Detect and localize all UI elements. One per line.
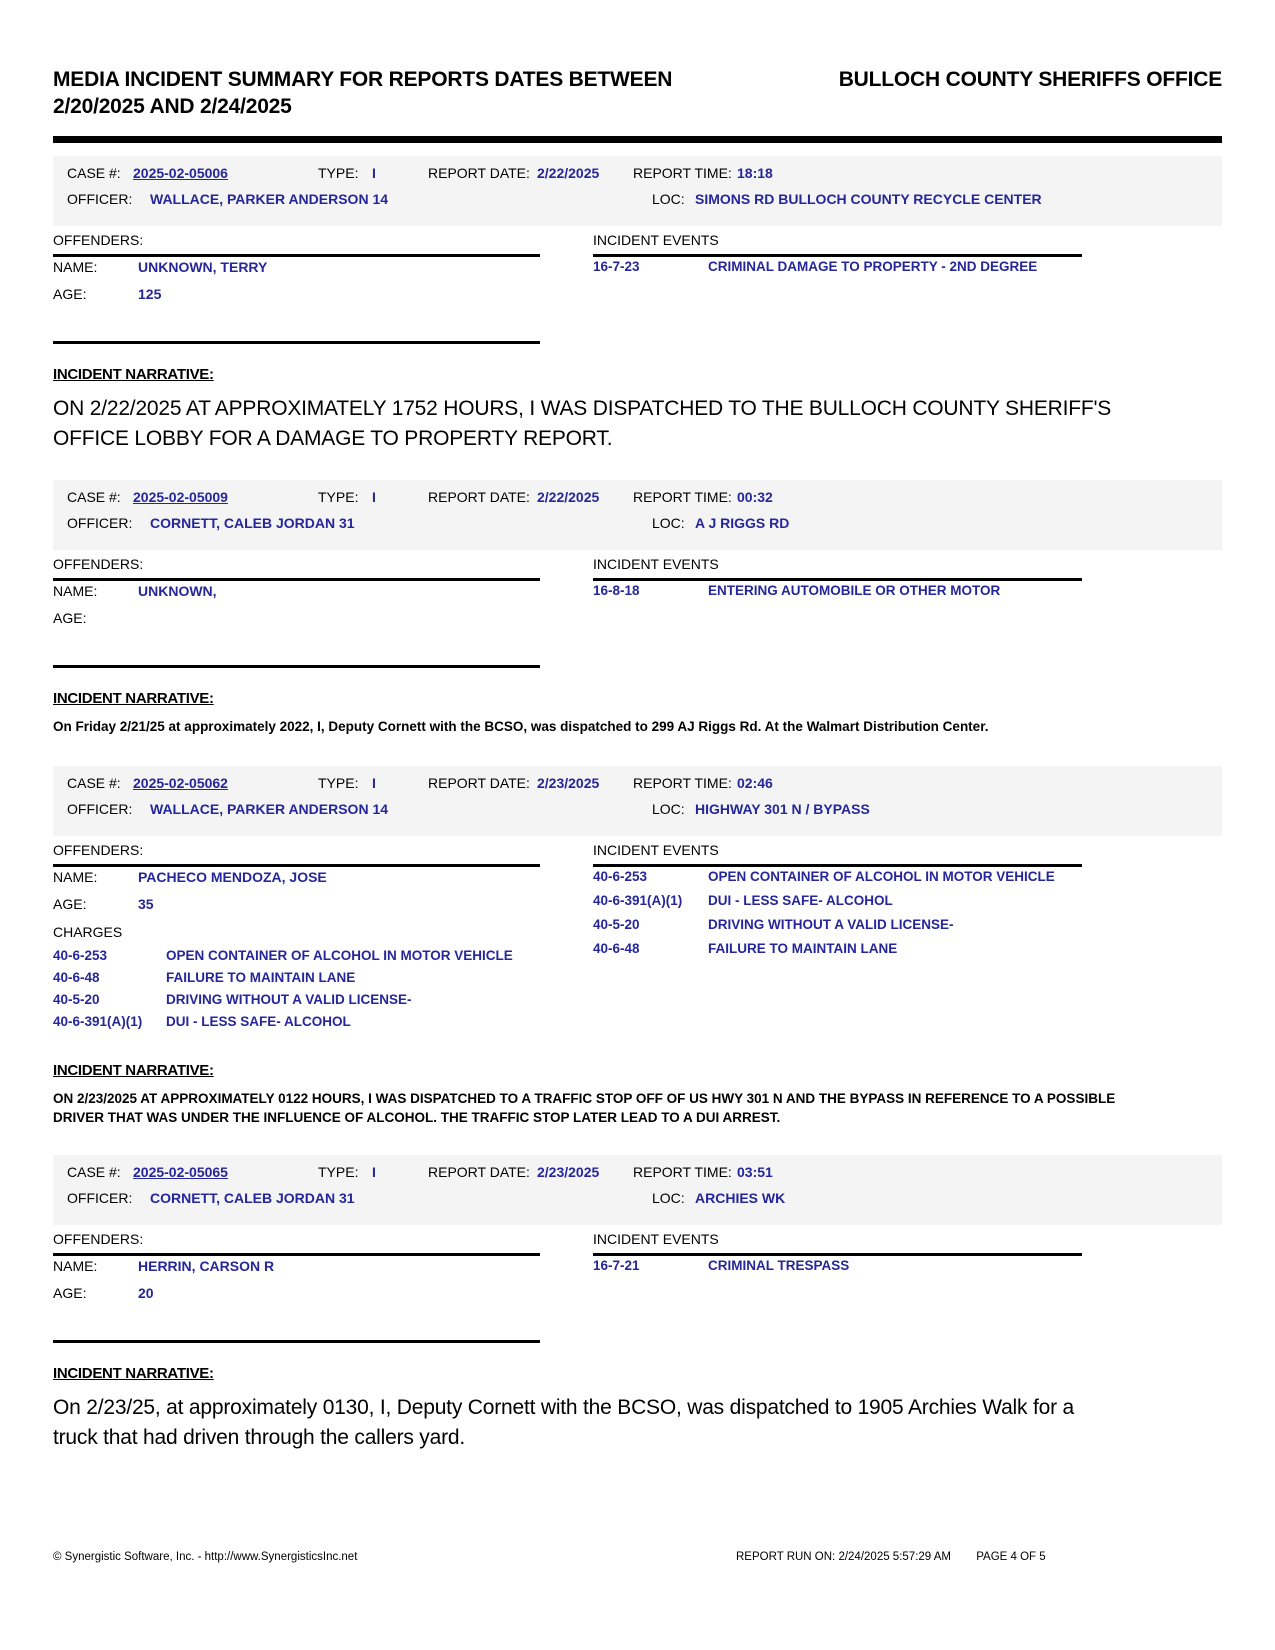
report-time-label: REPORT TIME: [633, 165, 732, 181]
case-number-label: CASE #: [67, 1164, 121, 1180]
incident-events-column [593, 556, 1082, 668]
loc-label: LOC: [652, 801, 685, 817]
incident-events-label: INCIDENT EVENTS [593, 1231, 719, 1247]
age-label: AGE: [53, 896, 87, 912]
charge-description: DUI - LESS SAFE- ALCOHOL [166, 1014, 351, 1029]
case-columns [53, 556, 1222, 668]
charge-row [53, 970, 540, 992]
report-date-label: REPORT DATE: [428, 775, 530, 791]
report-date-value: 2/22/2025 [537, 489, 600, 505]
name-label: NAME: [53, 583, 98, 599]
incident-event-row [593, 869, 1082, 891]
incident-narrative-label: INCIDENT NARRATIVE: [53, 690, 214, 707]
event-description: DUI - LESS SAFE- ALCOHOL [708, 893, 893, 908]
case-number-link[interactable]: 2025-02-05065 [133, 1164, 228, 1180]
offenders-column [53, 842, 540, 1036]
report-date-label: REPORT DATE: [428, 1164, 530, 1180]
incident-events-divider [593, 1253, 1082, 1256]
offender-name: UNKNOWN, TERRY [138, 259, 268, 275]
officer-value: WALLACE, PARKER ANDERSON 14 [150, 801, 389, 817]
age-label: AGE: [53, 610, 87, 626]
header-divider [53, 136, 1222, 143]
type-label: TYPE: [318, 1164, 359, 1180]
offender-age-row [53, 610, 540, 635]
incident-events-divider [593, 254, 1082, 257]
incident-narrative-text: On 2/23/25, at approximately 0130, I, Deputy Cornett with the BCSO, was dispatched to 1905 Archies Walk for a truck that had driven through the callers yard. [53, 1396, 1074, 1449]
case-number-label: CASE #: [67, 775, 121, 791]
case-number-label: CASE #: [67, 165, 121, 181]
loc-label: LOC: [652, 1190, 685, 1206]
report-time-value: 02:46 [737, 775, 773, 791]
age-label: AGE: [53, 286, 87, 302]
incident-narrative-label: INCIDENT NARRATIVE: [53, 366, 214, 383]
incident-event-row [593, 259, 1082, 281]
event-code: 16-7-23 [593, 259, 640, 274]
offenders-column [53, 556, 540, 668]
type-value: I [372, 775, 376, 791]
incident-narrative-label: INCIDENT NARRATIVE: [53, 1062, 214, 1079]
report-date-value: 2/23/2025 [537, 1164, 600, 1180]
case-columns [53, 842, 1222, 1036]
event-description: FAILURE TO MAINTAIN LANE [708, 941, 898, 956]
report-date-value: 2/22/2025 [537, 165, 600, 181]
incident-events-label: INCIDENT EVENTS [593, 842, 719, 858]
charge-code: 40-5-20 [53, 992, 100, 1007]
event-description: CRIMINAL TRESPASS [708, 1258, 850, 1273]
offenders-column [53, 1231, 540, 1343]
incident-narrative-text: ON 2/22/2025 AT APPROXIMATELY 1752 HOURS, I WAS DISPATCHED TO THE BULLOCH COUNTY SHERIFF'S OFFICE LOBBY FOR A DAMAGE TO PROPERTY REPORT. [53, 397, 1112, 450]
report-date-label: REPORT DATE: [428, 489, 530, 505]
report-time-label: REPORT TIME: [633, 775, 732, 791]
case-number-link[interactable]: 2025-02-05006 [133, 165, 228, 181]
case-block [53, 1155, 1222, 1453]
offender-name: PACHECO MENDOZA, JOSE [138, 869, 327, 885]
case-header-row2 [53, 1190, 1222, 1216]
footer-page-number: PAGE 4 OF 5 [976, 1551, 1046, 1563]
case-block [53, 156, 1222, 454]
type-label: TYPE: [318, 165, 359, 181]
case-header-row1 [53, 489, 1222, 515]
footer-copyright: © Synergistic Software, Inc. - http://www.SynergisticsInc.net [53, 1551, 358, 1563]
loc-value: A J RIGGS RD [695, 515, 790, 531]
incident-event-row [593, 893, 1082, 915]
offenders-bottom-divider [53, 341, 540, 344]
incident-events-label: INCIDENT EVENTS [593, 556, 719, 572]
loc-value: ARCHIES WK [695, 1190, 786, 1206]
charge-row [53, 992, 540, 1014]
incident-event-row [593, 917, 1082, 939]
name-label: NAME: [53, 869, 98, 885]
incident-events-column [593, 842, 1082, 1036]
event-code: 40-6-391(A)(1) [593, 893, 683, 908]
report-time-value: 00:32 [737, 489, 773, 505]
charge-row [53, 948, 540, 970]
footer-run-info [736, 1551, 1046, 1563]
officer-value: WALLACE, PARKER ANDERSON 14 [150, 191, 389, 207]
report-date-label: REPORT DATE: [428, 165, 530, 181]
offender-age-row [53, 1285, 540, 1310]
offender-name-row [53, 869, 540, 894]
offenders-bottom-divider [53, 665, 540, 668]
case-block [53, 766, 1222, 1127]
event-description: CRIMINAL DAMAGE TO PROPERTY - 2ND DEGREE [708, 259, 1038, 274]
incident-events-column [593, 232, 1082, 344]
agency-name: BULLOCH COUNTY SHERIFFS OFFICE [838, 68, 1222, 91]
incident-narrative-text: On Friday 2/21/25 at approximately 2022, I, Deputy Cornett with the BCSO, was dispatched to 299 AJ Riggs Rd. At the Walmart Distribution Center. [53, 719, 989, 734]
incident-narrative-label: INCIDENT NARRATIVE: [53, 1365, 214, 1382]
case-columns [53, 232, 1222, 344]
charge-code: 40-6-253 [53, 948, 108, 963]
report-time-label: REPORT TIME: [633, 489, 732, 505]
incident-events-label: INCIDENT EVENTS [593, 232, 719, 248]
offender-name-row [53, 259, 540, 284]
age-label: AGE: [53, 1285, 87, 1301]
offender-name: HERRIN, CARSON R [138, 1258, 275, 1274]
case-header-row1 [53, 165, 1222, 191]
case-number-link[interactable]: 2025-02-05009 [133, 489, 228, 505]
case-header-band [53, 1155, 1222, 1225]
type-value: I [372, 165, 376, 181]
case-header-row1 [53, 775, 1222, 801]
charge-description: OPEN CONTAINER OF ALCOHOL IN MOTOR VEHICLE [166, 948, 513, 963]
charge-row [53, 1014, 540, 1036]
offenders-divider [53, 1253, 540, 1256]
report-header [53, 66, 1222, 120]
report-time-value: 03:51 [737, 1164, 773, 1180]
offenders-label: OFFENDERS: [53, 1231, 144, 1247]
offenders-label: OFFENDERS: [53, 232, 144, 248]
incident-events-divider [593, 578, 1082, 581]
case-header-row2 [53, 191, 1222, 217]
column-gap [540, 556, 593, 668]
officer-value: CORNETT, CALEB JORDAN 31 [150, 515, 355, 531]
officer-label: OFFICER: [67, 515, 133, 531]
footer-report-run-on: REPORT RUN ON: 2/24/2025 5:57:29 AM [736, 1551, 951, 1563]
report-date-value: 2/23/2025 [537, 775, 600, 791]
officer-label: OFFICER: [67, 191, 133, 207]
charges-label: CHARGES [53, 924, 123, 940]
offenders-divider [53, 864, 540, 867]
name-label: NAME: [53, 1258, 98, 1274]
officer-label: OFFICER: [67, 1190, 133, 1206]
offenders-label: OFFENDERS: [53, 556, 144, 572]
offender-name-row [53, 1258, 540, 1283]
column-gap [540, 232, 593, 344]
offenders-label: OFFENDERS: [53, 842, 144, 858]
case-block [53, 480, 1222, 736]
case-header-row2 [53, 801, 1222, 827]
offenders-divider [53, 254, 540, 257]
incident-events-column [593, 1231, 1082, 1343]
name-label: NAME: [53, 259, 98, 275]
report-time-value: 18:18 [737, 165, 773, 181]
case-header-band [53, 766, 1222, 836]
case-header-row1 [53, 1164, 1222, 1190]
column-gap [540, 842, 593, 1036]
case-number-link[interactable]: 2025-02-05062 [133, 775, 228, 791]
case-header-band [53, 480, 1222, 550]
loc-label: LOC: [652, 191, 685, 207]
event-description: DRIVING WITHOUT A VALID LICENSE- [708, 917, 954, 932]
charge-code: 40-6-48 [53, 970, 100, 985]
offender-age: 35 [138, 896, 154, 912]
charge-code: 40-6-391(A)(1) [53, 1014, 143, 1029]
case-number-label: CASE #: [67, 489, 121, 505]
offender-age-row [53, 286, 540, 311]
loc-value: SIMONS RD BULLOCH COUNTY RECYCLE CENTER [695, 191, 1042, 207]
report-title: MEDIA INCIDENT SUMMARY FOR REPORTS DATES BETWEEN 2/20/2025 AND 2/24/2025 [53, 68, 673, 118]
page-footer [53, 1551, 1222, 1563]
offender-age: 125 [138, 286, 162, 302]
event-description: OPEN CONTAINER OF ALCOHOL IN MOTOR VEHICLE [708, 869, 1055, 884]
incident-event-row [593, 1258, 1082, 1280]
offender-age-row [53, 896, 540, 921]
offenders-divider [53, 578, 540, 581]
incident-events-divider [593, 864, 1082, 867]
type-label: TYPE: [318, 775, 359, 791]
event-code: 16-8-18 [593, 583, 640, 598]
offender-name-row [53, 583, 540, 608]
offenders-column [53, 232, 540, 344]
offender-age: 20 [138, 1285, 154, 1301]
offender-name: UNKNOWN, [138, 583, 217, 599]
offenders-bottom-divider [53, 1340, 540, 1343]
incident-narrative-text: ON 2/23/2025 AT APPROXIMATELY 0122 HOURS, I WAS DISPATCHED TO A TRAFFIC STOP OFF OF US HWY 301 N AND THE BYPASS IN REFERENCE TO A POSSIBLE DRIVER THAT WAS UNDER THE INFLUENCE OF ALCOHOL. THE TRAFFIC STOP LATER LEAD TO A DUI ARREST. [53, 1091, 1116, 1125]
report-time-label: REPORT TIME: [633, 1164, 732, 1180]
loc-value: HIGHWAY 301 N / BYPASS [695, 801, 870, 817]
event-description: ENTERING AUTOMOBILE OR OTHER MOTOR [708, 583, 1001, 598]
column-gap [540, 1231, 593, 1343]
type-label: TYPE: [318, 489, 359, 505]
incident-event-row [593, 583, 1082, 605]
officer-value: CORNETT, CALEB JORDAN 31 [150, 1190, 355, 1206]
incident-event-row [593, 941, 1082, 963]
charge-description: FAILURE TO MAINTAIN LANE [166, 970, 356, 985]
type-value: I [372, 489, 376, 505]
case-columns [53, 1231, 1222, 1343]
charge-description: DRIVING WITHOUT A VALID LICENSE- [166, 992, 412, 1007]
loc-label: LOC: [652, 515, 685, 531]
officer-label: OFFICER: [67, 801, 133, 817]
event-code: 40-6-48 [593, 941, 640, 956]
event-code: 40-6-253 [593, 869, 648, 884]
event-code: 16-7-21 [593, 1258, 640, 1273]
type-value: I [372, 1164, 376, 1180]
case-header-row2 [53, 515, 1222, 541]
case-header-band [53, 156, 1222, 226]
event-code: 40-5-20 [593, 917, 640, 932]
